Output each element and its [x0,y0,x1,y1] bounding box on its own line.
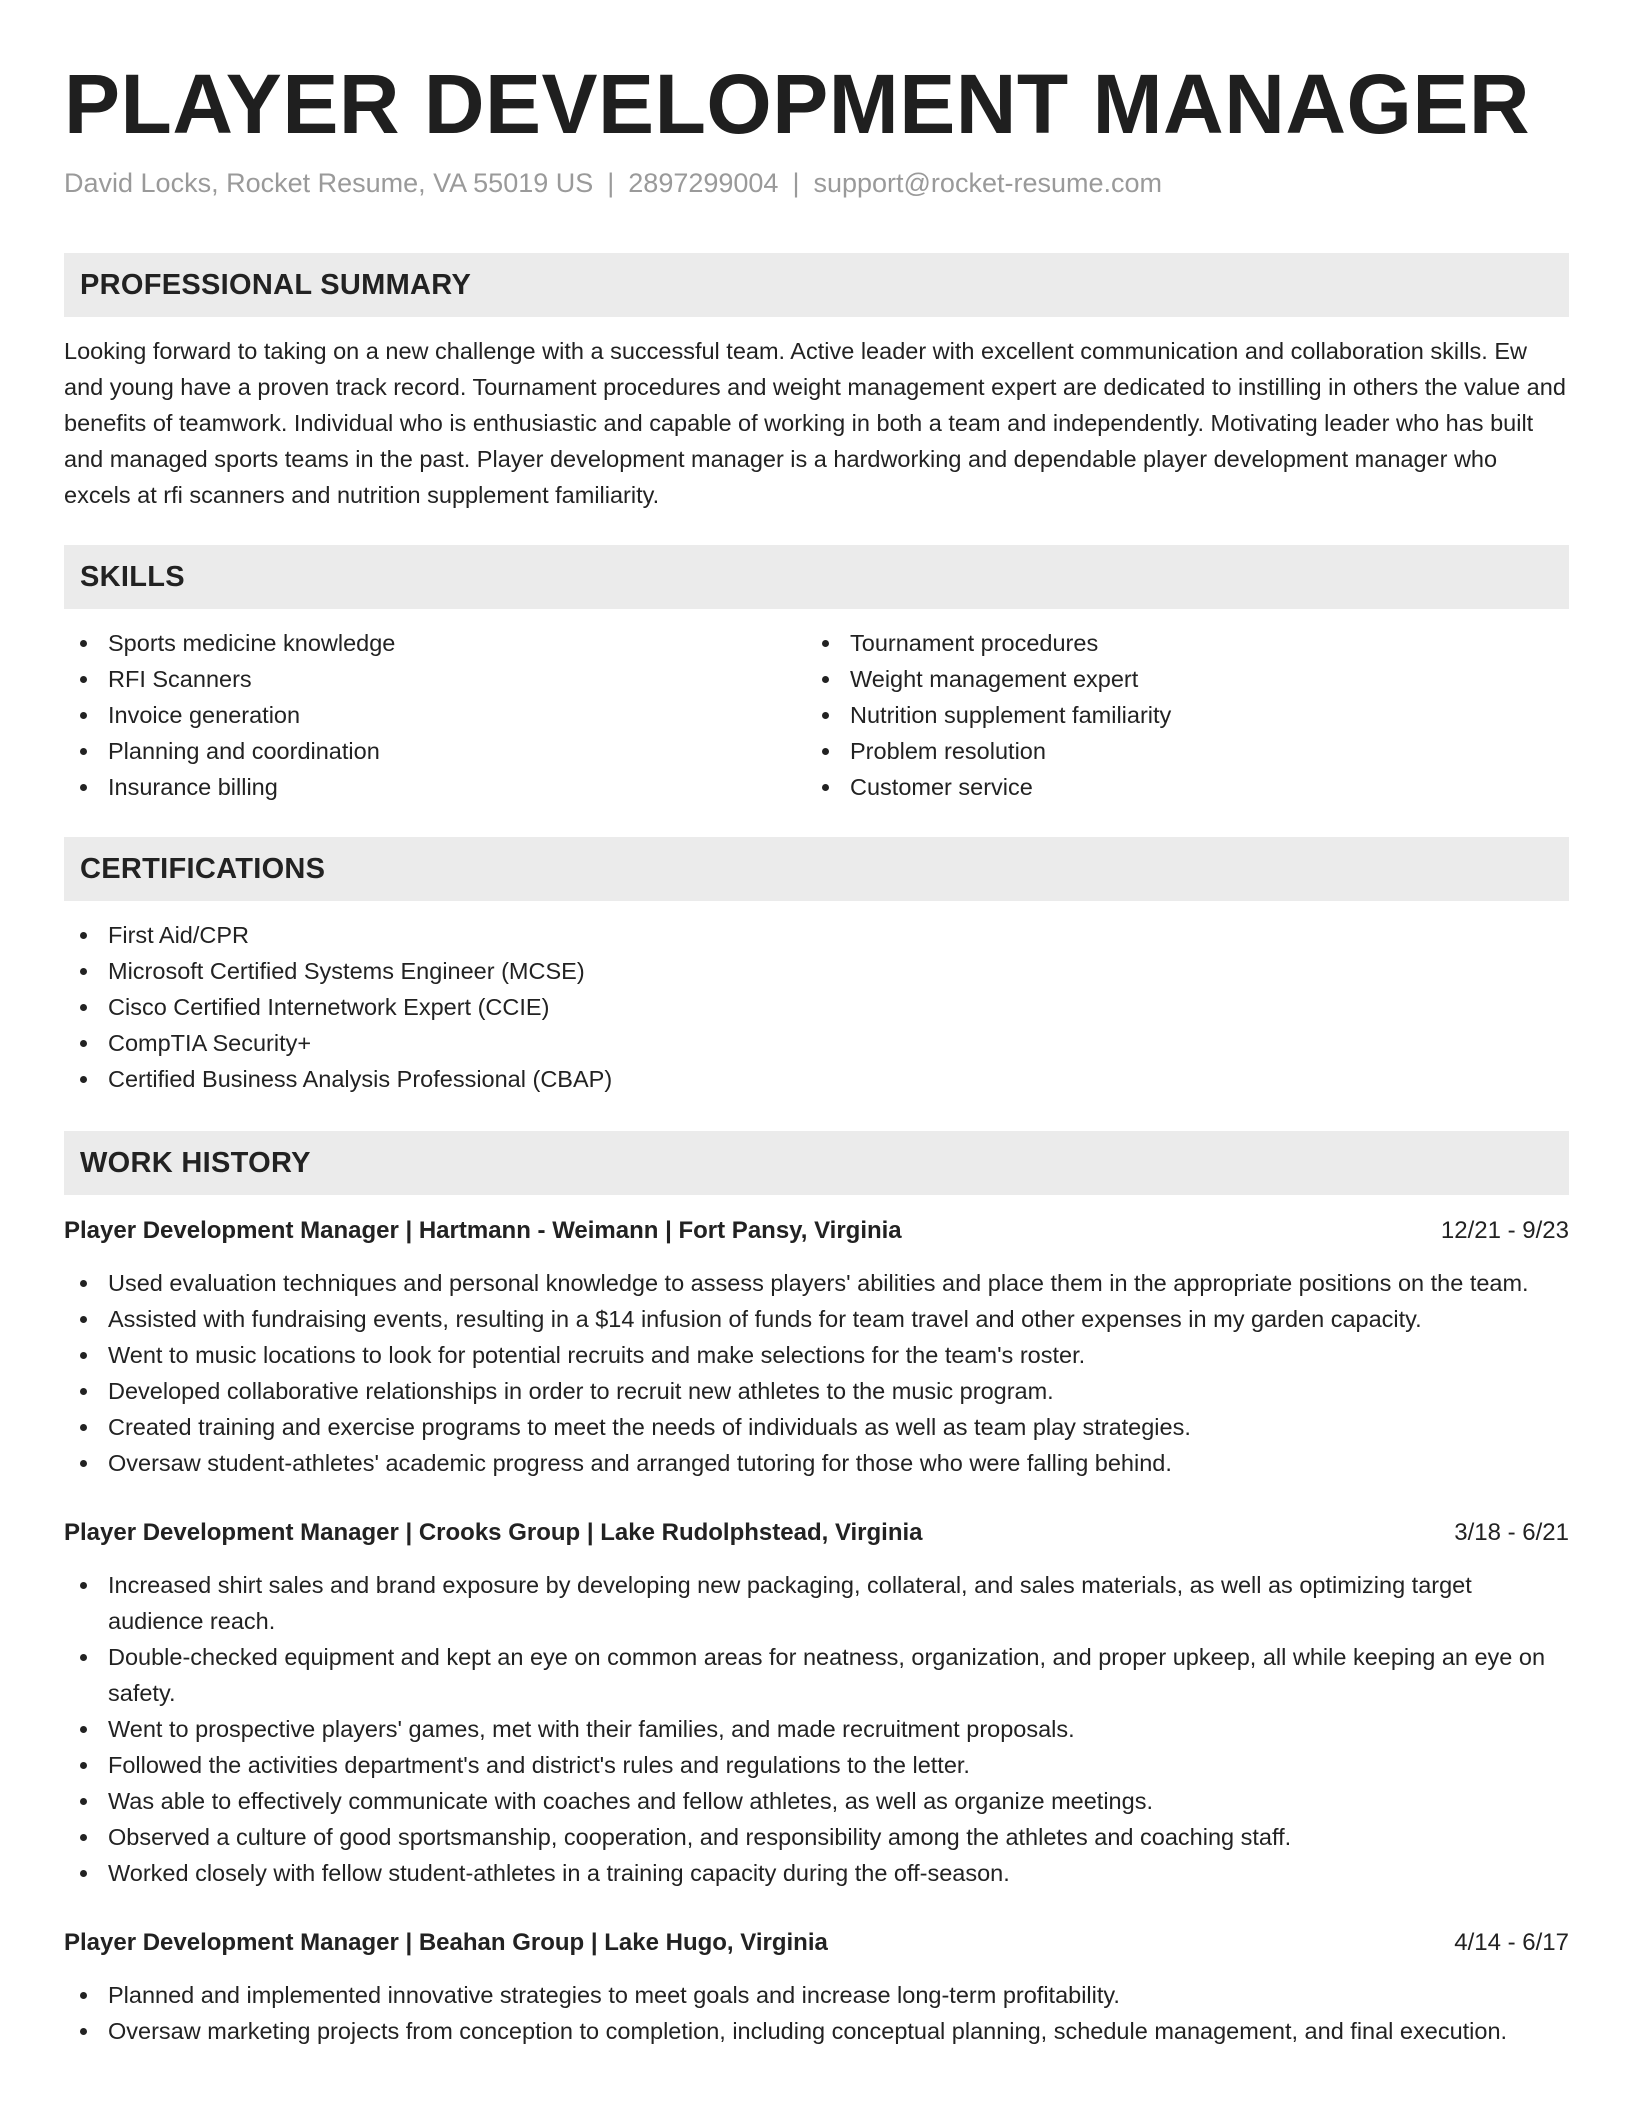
skill-item: Sports medicine knowledge [64,625,806,661]
job-heading-row [64,1925,1569,1961]
certification-item: Certified Business Analysis Professional (CBAP) [64,1061,1569,1097]
skill-item: RFI Scanners [64,661,806,697]
job-bullet: Worked closely with fellow student-athletes in a training capacity during the off-season. [64,1855,1569,1891]
certification-item: Microsoft Certified Systems Engineer (MCSE) [64,953,1569,989]
job-bullet: Observed a culture of good sportsmanship, cooperation, and responsibility among the athletes and coaching staff. [64,1819,1569,1855]
job-heading-row [64,1515,1569,1551]
skill-item: Invoice generation [64,697,806,733]
job-entry [64,1515,1569,1891]
skill-item: Customer service [806,769,1548,805]
job-heading: Player Development Manager | Hartmann - Weimann | Fort Pansy, Virginia [64,1217,902,1244]
job-heading-row [64,1213,1569,1249]
certification-item: First Aid/CPR [64,917,1569,953]
certification-item: Cisco Certified Internetwork Expert (CCIE) [64,989,1569,1025]
job-bullet-list [64,1265,1569,1481]
job-bullet-list [64,1567,1569,1891]
job-dates: 3/18 - 6/21 [1454,1519,1569,1546]
contact-line [64,166,1569,200]
skill-item: Weight management expert [806,661,1548,697]
summary-section-header [64,253,1569,317]
job-bullet: Followed the activities department's and district's rules and regulations to the letter. [64,1747,1569,1783]
job-heading: Player Development Manager | Crooks Group | Lake Rudolphstead, Virginia [64,1519,923,1546]
job-bullet: Developed collaborative relationships in order to recruit new athletes to the music program. [64,1373,1569,1409]
work-history-section-header [64,1131,1569,1195]
resume-title: PLAYER DEVELOPMENT MANAGER [64,57,1531,151]
skills-title: SKILLS [80,560,185,593]
job-bullet: Created training and exercise programs to meet the needs of individuals as well as team play strategies. [64,1409,1569,1445]
certifications-list [64,917,1569,1097]
job-bullet: Used evaluation techniques and personal knowledge to assess players' abilities and place them in the appropriate positions on the team. [64,1265,1569,1301]
job-bullet: Planned and implemented innovative strategies to meet goals and increase long-term profitability. [64,1977,1569,2013]
job-entry [64,1213,1569,1481]
certifications-title: CERTIFICATIONS [80,852,326,885]
contact-address: David Locks, Rocket Resume, VA 55019 US [64,168,594,198]
job-bullet: Went to music locations to look for potential recruits and make selections for the team's roster. [64,1337,1569,1373]
skill-item: Tournament procedures [806,625,1548,661]
certification-item: CompTIA Security+ [64,1025,1569,1061]
contact-separator: | [607,168,615,198]
contact-phone: 2897299004 [628,168,779,198]
skill-item: Insurance billing [64,769,806,805]
job-entry [64,1925,1569,2049]
summary-text: Looking forward to taking on a new challenge with a successful team. Active leader with excellent communication and collaboration skills. Ew and young have a proven track record. Tournament procedures and weight management expert are dedicated to instilling in others the value and benefits of teamwork. Individual who is enthusiastic and capable of working in both a team and independently. Motivating leader who has built and managed sports teams in the past. Player development manager is a hardworking and dependable player development manager who excels at rfi scanners and nutrition supplement familiarity. [64,338,1566,508]
skills-section-header [64,545,1569,609]
job-bullet: Was able to effectively communicate with coaches and fellow athletes, as well as organize meetings. [64,1783,1569,1819]
skills-list [64,625,1569,805]
job-bullet-list [64,1977,1569,2049]
job-bullet: Increased shirt sales and brand exposure by developing new packaging, collateral, and sales materials, as well as optimizing target audience reach. [64,1567,1569,1639]
job-dates: 4/14 - 6/17 [1454,1929,1569,1956]
job-bullet: Oversaw marketing projects from conception to completion, including conceptual planning, schedule management, and final execution. [64,2013,1569,2049]
job-bullet: Oversaw student-athletes' academic progress and arranged tutoring for those who were falling behind. [64,1445,1569,1481]
skill-item: Nutrition supplement familiarity [806,697,1548,733]
job-bullet: Double-checked equipment and kept an eye on common areas for neatness, organization, and proper upkeep, all while keeping an eye on safety. [64,1639,1569,1711]
job-bullet: Assisted with fundraising events, resulting in a $14 infusion of funds for team travel and other expenses in my garden capacity. [64,1301,1569,1337]
job-heading: Player Development Manager | Beahan Group | Lake Hugo, Virginia [64,1929,828,1956]
contact-separator: | [792,168,800,198]
job-bullet: Went to prospective players' games, met with their families, and made recruitment proposals. [64,1711,1569,1747]
contact-email: support@rocket-resume.com [813,168,1162,198]
job-dates: 12/21 - 9/23 [1440,1217,1569,1244]
resume-page [64,56,1569,2049]
skills-column-right [806,625,1548,805]
work-history-title: WORK HISTORY [80,1146,311,1179]
skill-item: Planning and coordination [64,733,806,769]
skills-column-left [64,625,806,805]
summary-title: PROFESSIONAL SUMMARY [80,268,472,301]
certifications-section-header [64,837,1569,901]
skill-item: Problem resolution [806,733,1548,769]
